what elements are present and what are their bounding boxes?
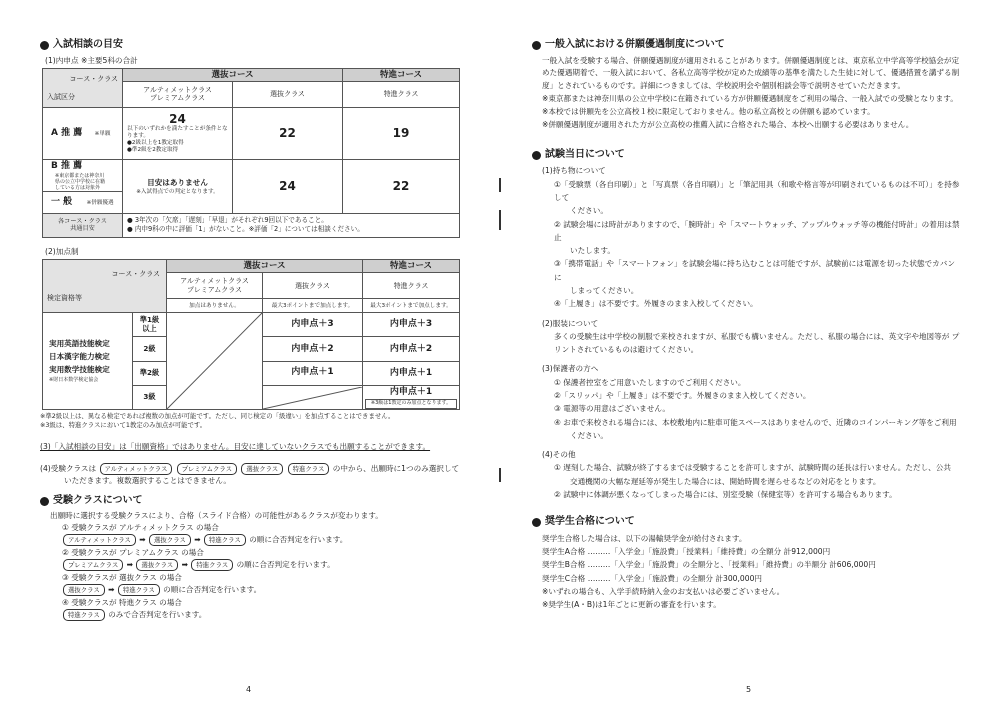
note-4-tail: いただきます。複数選択することはできません。 bbox=[64, 475, 231, 485]
guardian-item: ① 保護者控室をご用意いたしますのでご利用ください。 bbox=[554, 377, 746, 387]
row-ippan bbox=[43, 191, 123, 213]
dress-heading: (2)服装について bbox=[542, 318, 599, 328]
flow-tag: プレミアムクラス bbox=[63, 559, 123, 571]
page-5 bbox=[500, 0, 1000, 706]
katen-table bbox=[42, 259, 460, 410]
header-tokushin-course: 特進コース bbox=[343, 68, 460, 81]
value-b-senbatsu: 24 bbox=[233, 159, 343, 213]
value-a-tokushin: 19 bbox=[343, 107, 460, 159]
note-3 bbox=[40, 441, 470, 452]
label-common: 各コース・クラス 共通目安 bbox=[43, 213, 123, 237]
page-number: 5 bbox=[746, 685, 752, 695]
guardian-item: ②「スリッパ」や「上履き」は不要です。外履きのまま入校してください。 bbox=[554, 390, 811, 400]
value-b-ultimate: 目安はありません bbox=[147, 177, 208, 187]
katen-notes bbox=[40, 412, 470, 429]
belongings-item-cont: ください。 bbox=[570, 206, 608, 216]
tag-tokushin: 特進クラス bbox=[288, 463, 330, 475]
case-2-flow: プレミアムクラス ➡ 選抜クラス ➡ 特進クラス の順に合否判定を行います。 bbox=[50, 559, 470, 571]
other-item-cont: 交通機関の大幅な遅延等が発生した場合には、開始時間を遅らせるなどの対応をとります。 bbox=[570, 476, 881, 486]
belongings-item-cont: いたします。 bbox=[570, 246, 615, 256]
note-a-suisen: ※単願 bbox=[94, 130, 111, 137]
guardian-item-cont: ください。 bbox=[570, 430, 608, 440]
naishin-table bbox=[42, 68, 460, 238]
section-scholarship bbox=[532, 515, 960, 530]
label-course-class-2: コース・クラス bbox=[111, 269, 160, 278]
scholarship-row bbox=[542, 558, 960, 571]
slide-list bbox=[40, 522, 470, 621]
cell-a-ultimate bbox=[123, 107, 233, 159]
guardian-item: ④ お車で来校される場合には、本校敷地内に駐車可能スペースはありませんので、近隣のコインパーキング等をご利用 bbox=[554, 417, 957, 427]
value-jun2-senbatsu: 内申点＋1 bbox=[263, 361, 363, 385]
scholarship-row bbox=[542, 572, 960, 585]
other-heading: (4)その他 bbox=[542, 450, 576, 460]
scholarship-body bbox=[532, 532, 960, 612]
flow-tag: 選抜クラス bbox=[63, 584, 105, 596]
belongings-item: ④「上履き」は不要です。外履きのまま入校してください。 bbox=[554, 299, 758, 309]
katen-note-ultimate: 加点はありません。 bbox=[167, 299, 263, 313]
section-title: 受験クラスについて bbox=[53, 494, 143, 506]
scholarship-label: 奨学生C合格 bbox=[542, 573, 586, 583]
guardian-item: ③ 電源等の用意はございません。 bbox=[554, 404, 670, 414]
scholarship-label: 奨学生B合格 bbox=[542, 560, 586, 570]
cell-3-tokushin bbox=[363, 385, 460, 409]
scholarship-label: 奨学生A合格 bbox=[542, 546, 586, 556]
case-1-head: ① 受験クラスが アルティメットクラス の場合 bbox=[62, 523, 219, 533]
note-4 bbox=[40, 463, 470, 486]
label-ippan: 一 般 bbox=[51, 196, 73, 207]
katen-header-tokushin-class: 特進クラス bbox=[363, 273, 460, 299]
subsection-naishin: (1)内申点 ※主要5科の合計 bbox=[45, 55, 138, 65]
tests-note: ※財日本数学検定協会 bbox=[49, 376, 99, 383]
note-3-text: (3)「入試相談の目安」は「出願資格」ではありません。目安に達していないクラスでも出願することができます。 bbox=[40, 441, 431, 451]
test-names: 実用英語技能検定 日本漢字能力検定 実用数学技能検定 bbox=[49, 339, 110, 374]
label-course-class: コース・クラス bbox=[69, 74, 118, 83]
heigan-body bbox=[532, 55, 960, 132]
bullet-icon bbox=[532, 151, 541, 160]
case-3-flow: 選抜クラス ➡ 特進クラス の順に合否判定を行います。 bbox=[50, 584, 470, 596]
scholarship-note-2: ※奨学生(A・B)は1年ごとに更新の審査を行います。 bbox=[542, 600, 721, 610]
note-3-tokushin: ※3級は1教定のみ加点となります。 bbox=[365, 399, 457, 408]
header-ultimate-premium: アルティメットクラス プレミアムクラス bbox=[123, 81, 233, 107]
value-3-tokushin: 内申点＋1 bbox=[389, 387, 433, 398]
heigan-note-2: ※本校では併願先を公立高校１校に限定しておりません。他の私立高校との併願も認めています。 bbox=[542, 107, 875, 117]
tag-premium: プレミアムクラス bbox=[177, 463, 237, 475]
scholarship-detail: ………「入学金」「施設費」の全額分 計300,000円 bbox=[587, 573, 762, 583]
section-title: 一般入試における併願優遇制度について bbox=[545, 39, 725, 50]
label-b-suisen: B 推 薦 bbox=[51, 160, 83, 171]
header-tokushin-class: 特進クラス bbox=[343, 81, 460, 107]
value-jun2-tokushin: 内申点＋1 bbox=[363, 361, 460, 385]
section-exam-day bbox=[532, 148, 960, 163]
cell-b-ultimate bbox=[123, 159, 233, 213]
katen-header-senbatsu: 選抜コース bbox=[167, 259, 363, 272]
heigan-note-3: ※併願優遇制度が適用された方が公立高校の推薦入試に合格された場合、本校へ出願する必要はありません。 bbox=[542, 120, 914, 130]
other-item: ② 試験中に体調が悪くなってしまった場合には、別室受験（保健室等）を許可する場合もあります。 bbox=[554, 489, 897, 499]
case-1-flow: アルティメットクラス ➡ 選抜クラス ➡ 特進クラス の順に合否判定を行います。 bbox=[50, 534, 470, 546]
note-ippan: ※併願優遇 bbox=[86, 199, 114, 206]
case-4-flow bbox=[50, 609, 470, 621]
heigan-paragraph: 一般入試を受験する場合、併願優遇制度が適用されることがあります。併願優遇制度とは、東京私立中学高等学校協会が定めた優遇期着で、一般入試において、各私立高等学校が定めた成績等の基準を満たした生徒に対して、優遇措置を講ずる制度」とされているものです。詳細につきましては、学校説明会や個別相談会等で説明させていただきます。 bbox=[542, 55, 960, 91]
common-criterion-1: ● 3年次の「欠席」「遅刻」「早退」がそれぞれ9回以下であること。 bbox=[127, 216, 328, 225]
belongings-item: ③「携帯電話」や「スマートフォン」を試験会場に持ち込むことは可能ですが、試験前には電源を切った状態でカバンに bbox=[554, 259, 955, 282]
case-1-tail: の順に合否判定を行います。 bbox=[249, 535, 348, 545]
common-criterion-2: ● 内申9科の中に評価「1」がないこと。※評価「2」については相談ください。 bbox=[127, 225, 364, 234]
katen-note-tokushin: 最大3ポイントまで加点します。 bbox=[363, 299, 460, 313]
grade-jun1: 準1級 以上 bbox=[133, 313, 167, 337]
belongings-item-cont: しまってください。 bbox=[570, 285, 639, 295]
cell-tests bbox=[43, 313, 133, 410]
belongings-heading: (1)持ち物について bbox=[542, 166, 606, 176]
label-cert: 検定資格等 bbox=[47, 294, 82, 303]
section-title: 入試相談の目安 bbox=[53, 39, 123, 50]
note-4-middle: の中から、出願時に1つのみ選択して bbox=[332, 463, 460, 473]
page-number: 4 bbox=[246, 685, 252, 695]
header-corner bbox=[43, 68, 123, 107]
katen-note-1: ※準2級以上は、異なる検定であれば複数の加点が可能です。ただし、同じ検定の「級違い」を加点することはできません。 bbox=[40, 412, 395, 421]
katen-note-senbatsu: 最大3ポイントまで加点します。 bbox=[263, 299, 363, 313]
value-jun1-tokushin: 内申点＋3 bbox=[363, 313, 460, 337]
section-admission-guide bbox=[40, 38, 470, 53]
note-b-suisen: ※東京都または神奈川県の公立中学校に在籍している方は対象外 bbox=[55, 172, 106, 191]
case-2-tail: の順に合否判定を行います。 bbox=[236, 560, 335, 570]
exam-day-body bbox=[532, 164, 960, 501]
section-title: 奨学生合格について bbox=[545, 516, 635, 528]
section-title: 試験当日について bbox=[545, 148, 625, 160]
cell-common bbox=[123, 213, 460, 237]
katen-header-senbatsu-class: 選抜クラス bbox=[263, 273, 363, 299]
guardian-heading: (3)保護者の方へ bbox=[542, 364, 599, 374]
bullet-icon bbox=[532, 41, 541, 50]
diagonal-line bbox=[167, 313, 262, 409]
cell-3-senbatsu-none bbox=[263, 385, 363, 409]
note-4-lead: (4)受験クラスは bbox=[40, 463, 97, 473]
heigan-note-1: ※東京都または神奈川県の公立中学校に在籍されている方が併願優遇制度をご利用の場合、一般入試での受験となります。 bbox=[542, 94, 958, 104]
katen-header-tokushin: 特進コース bbox=[363, 259, 460, 272]
value-2-tokushin: 内申点＋2 bbox=[363, 337, 460, 361]
tag-senbatsu: 選抜クラス bbox=[241, 463, 283, 475]
scholarship-note-1: ※いずれの場合も、入学手続時納入金のお支払いは必要ございません。 bbox=[542, 586, 785, 596]
other-item: ① 遅刻した場合、試験が終了するまでは受験することを許可しますが、試験時間の延長は行いません。ただし、公共 bbox=[554, 463, 951, 473]
flow-tag: 選抜クラス bbox=[136, 559, 178, 571]
dress-paragraph: 多くの受験生は中学校の制服で来校されますが、私服でも構いません。ただし、私服の場合には、英文字や地図等が プリントされているものは避けてください。 bbox=[554, 331, 960, 355]
value-jun1-senbatsu: 内申点＋3 bbox=[263, 313, 363, 337]
case-4-tail: のみで合否判定を行います。 bbox=[108, 610, 207, 620]
belongings-item: ①「受験票（各自印刷）」と「写真票（各自印刷）」と「筆記用具（和歌や格言等が印刷されているものは不可）」を持参して bbox=[554, 179, 960, 202]
exam-class-intro: 出願時に選択する受験クラスにより、合格（スライド合格）の可能性があるクラスが変わります。 bbox=[50, 511, 383, 521]
row-a-suisen bbox=[43, 107, 123, 159]
flow-tag: 特進クラス bbox=[191, 559, 233, 571]
bullet-icon bbox=[40, 41, 49, 50]
bullet-icon bbox=[40, 497, 49, 506]
flow-tag: 特進クラス bbox=[118, 584, 160, 596]
katen-note-2: ※3級は、特進クラスにおいて1教定のみ加点が可能です。 bbox=[40, 420, 207, 429]
flow-tag: 特進クラス bbox=[63, 609, 105, 621]
note-b-ultimate: ※入試得点での判定となります。 bbox=[136, 188, 219, 195]
section-heigan bbox=[532, 38, 960, 53]
grade-jun2: 準2級 bbox=[133, 361, 167, 385]
grade-3: 3級 bbox=[133, 385, 167, 409]
header-senbatsu-course: 選抜コース bbox=[123, 68, 343, 81]
value-a-ultimate: 24 bbox=[169, 111, 186, 126]
flow-tag: 特進クラス bbox=[204, 534, 246, 546]
subsection-katen: (2)加点制 bbox=[45, 246, 79, 256]
case-3-tail: の順に合否判定を行います。 bbox=[163, 585, 262, 595]
scholarship-intro: 奨学生合格した場合は、以下の湯輸奨学金が給付されます。 bbox=[542, 533, 747, 543]
bullet-icon bbox=[532, 518, 541, 527]
katen-header-corner bbox=[43, 259, 167, 312]
tag-ultimate: アルティメットクラス bbox=[100, 463, 173, 475]
label-a-suisen: A 推 薦 bbox=[51, 127, 83, 138]
diagonal-line-small bbox=[263, 387, 362, 409]
grade-2: 2級 bbox=[133, 337, 167, 361]
case-4-head: ④ 受験クラスが 特進クラス の場合 bbox=[62, 598, 182, 608]
flow-tag: 選抜クラス bbox=[149, 534, 191, 546]
value-2-senbatsu: 内申点＋2 bbox=[263, 337, 363, 361]
note-a-ultimate: 以下のいずれかを満たすことが条件となります。 ●2級以上を1教定取得 ●準2級を2教定取得 bbox=[127, 125, 228, 153]
header-senbatsu-class: 選抜クラス bbox=[233, 81, 343, 107]
value-a-senbatsu: 22 bbox=[233, 107, 343, 159]
case-2-head: ② 受験クラスが プレミアムクラス の場合 bbox=[62, 548, 204, 558]
flow-tag: アルティメットクラス bbox=[63, 534, 136, 546]
section-exam-class bbox=[40, 494, 470, 509]
belongings-item: ② 試験会場には時計がありますので、「腕時計」や「スマートウォッチ、アップルウォッチ等の機能付時計」の着用は禁止 bbox=[554, 219, 960, 242]
value-b-tokushin: 22 bbox=[343, 159, 460, 213]
cell-ultimate-none bbox=[167, 313, 263, 410]
label-exam-type: 入試区分 bbox=[47, 92, 75, 101]
scholarship-row bbox=[542, 545, 960, 558]
case-3-head: ③ 受験クラスが 選抜クラス の場合 bbox=[62, 573, 182, 583]
scholarship-detail: ………「入学金」「施設費」「授業料」「維持費」の全額分 計912,000円 bbox=[587, 546, 831, 556]
scholarship-detail: ………「入学金」「施設費」の全額分と、「授業料」「維持費」の半額分 計606,000円 bbox=[587, 560, 876, 570]
katen-header-ultimate: アルティメットクラス プレミアムクラス bbox=[167, 273, 263, 299]
row-b-suisen bbox=[43, 159, 123, 191]
